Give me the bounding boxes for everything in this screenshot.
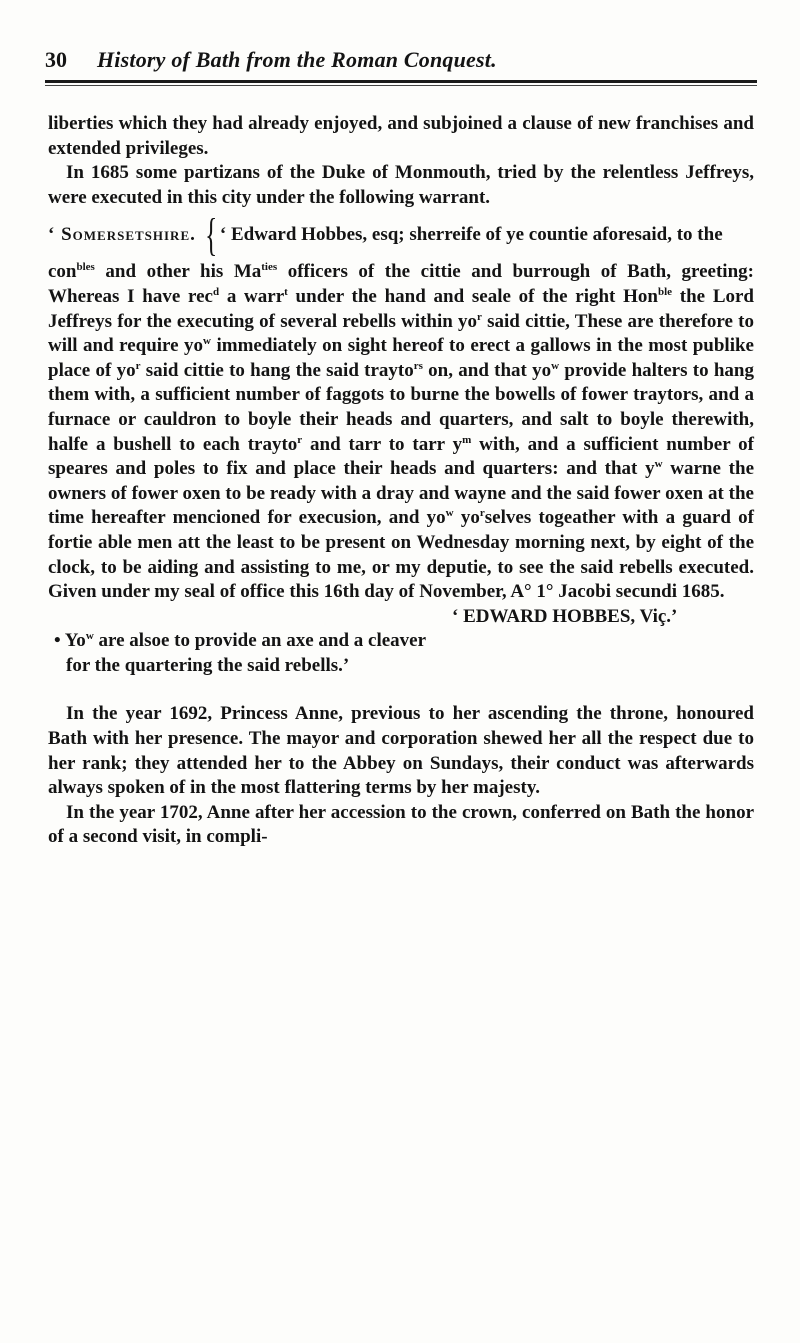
county-name: ‘ Somersetshire. bbox=[48, 224, 196, 246]
warrant-signature: ‘ EDWARD HOBBES, Viç.’ bbox=[452, 605, 678, 627]
brace-glyph: { bbox=[205, 209, 218, 261]
body-text bbox=[48, 112, 754, 850]
header-rule bbox=[45, 80, 757, 83]
header-rule-thin bbox=[45, 85, 757, 86]
page-number: 30 bbox=[45, 47, 67, 72]
postscript-first-line: • Yo$^w$ are alsoe to provide an axe and a cleaver bbox=[54, 630, 427, 652]
paragraph-princess-anne: In the year 1692, Princess Anne, previous to her ascending the throne, honoured Bath with her presence. The mayor and corporation shewed her all the respect due to her rank; they attended her to the Abbey on Sundays, their conduct was afterwards always spoken of in the most flattering terms by her majesty. bbox=[48, 703, 754, 799]
paragraph-liberties: liberties which they had already enjoyed, and subjoined a clause of new franchises and extended privileges. bbox=[48, 113, 754, 159]
warrant-opening: ‘ Edward Hobbes, esq; sherreife of ye countie aforesaid, to the bbox=[219, 224, 723, 246]
postscript-second-line: for the quartering the said rebells.’ bbox=[66, 654, 350, 676]
running-head bbox=[45, 44, 755, 84]
paragraph-spacer bbox=[48, 678, 754, 702]
warrant-heading bbox=[48, 210, 754, 260]
paragraph-monmouth: In 1685 some partizans of the Duke of Monmouth, tried by the relentless Jeffreys, were executed in this city under the following warrant. bbox=[48, 162, 754, 208]
running-title: History of Bath from the Roman Conquest. bbox=[97, 47, 497, 72]
warrant-body: con$^{bles}$ and other his $Ma^{ties}$ officers of the cittie and burrough of Bath, greeting: Whereas I have rec$^d$ a warr$^t$ under the hand and seale of the right Hon$^{ble}$ the Lord Jeffreys for the executing of several rebells within $yo^r$ said cittie, These are therefore to will and require $yo^w$ immediately on sight hereof to erect a gallows in the most publike place of $yo^r$ said cittie to hang the said trayto$^{rs}$ on, and that $yo^w$ provide halters to hang them with, a sufficient number of faggots to burne the bowells of fower traytors, and a furnace or cauldron to boyle their heads and quarters, and salt to boyle therewith, halfe a bushell to each trayto$^r$ and tarr to tarr $y^m$ with, and a sufficient number of speares and poles to fix and place their heads and quarters: and that $y^w$ warne the owners of fower oxen to be ready with a dray and wayne and the said fower oxen at the time hereafter mencioned for execusion, and $yo^w$ $yo^rselves$ togeather with a guard of fortie able men att the least to be present on Wednesday morning next, by eight of the clock, to be aiding and assisting to me, or my deputie, to see the said rebells executed. Given under my seal of office this 16th day of November, A° 1° Jacobi secundi 1685. bbox=[48, 261, 754, 603]
paragraph-second-visit: In the year 1702, Anne after her accession to the crown, conferred on Bath the honor of a second visit, in compli- bbox=[48, 801, 754, 848]
